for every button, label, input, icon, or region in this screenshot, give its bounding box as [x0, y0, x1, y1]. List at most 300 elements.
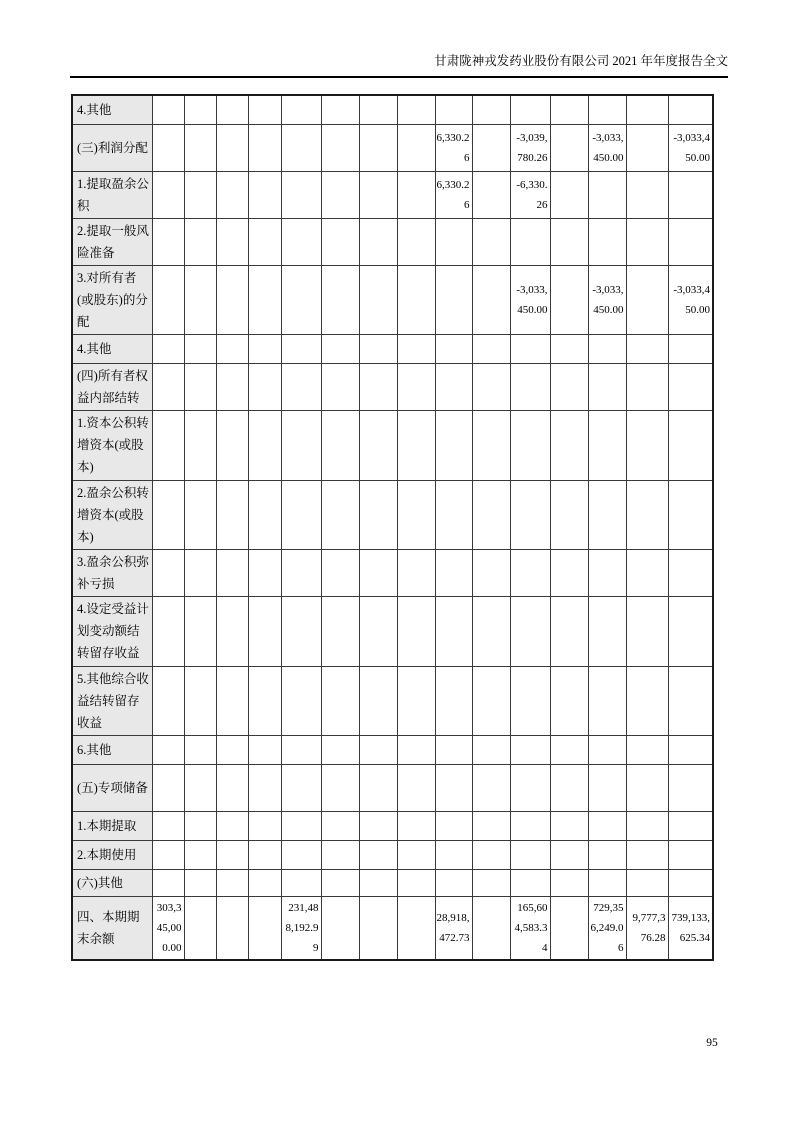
table-row	[72, 171, 713, 218]
value-cell	[321, 666, 359, 735]
value-cell	[152, 764, 184, 811]
value-cell	[435, 265, 472, 334]
value-cell	[472, 735, 510, 764]
value-cell	[397, 95, 435, 124]
value-cell	[588, 95, 626, 124]
value-cell	[435, 480, 472, 549]
value-cell	[472, 869, 510, 896]
value-cell	[626, 265, 668, 334]
value-cell	[626, 171, 668, 218]
value-cell	[152, 811, 184, 840]
value-cell	[588, 549, 626, 596]
value-cell	[359, 735, 397, 764]
value-cell	[184, 869, 216, 896]
table-row	[72, 764, 713, 811]
value-cell	[184, 596, 216, 666]
value-cell	[321, 549, 359, 596]
value-cell	[184, 334, 216, 363]
value-cell	[248, 218, 281, 265]
value-cell	[216, 596, 248, 666]
equity-table	[71, 94, 714, 961]
value-cell	[626, 410, 668, 480]
value-cell	[216, 218, 248, 265]
value-cell	[397, 666, 435, 735]
value-cell	[668, 95, 713, 124]
value-cell	[184, 735, 216, 764]
value-cell	[321, 95, 359, 124]
value-cell	[184, 480, 216, 549]
value-cell	[321, 840, 359, 869]
value-cell	[321, 869, 359, 896]
value-cell	[281, 363, 321, 410]
table-row	[72, 480, 713, 549]
value-cell	[152, 869, 184, 896]
value-cell	[510, 735, 550, 764]
table-row	[72, 549, 713, 596]
value-cell	[216, 549, 248, 596]
value-cell	[152, 334, 184, 363]
value-cell	[281, 869, 321, 896]
value-cell	[588, 363, 626, 410]
value-cell	[152, 95, 184, 124]
value-cell	[216, 265, 248, 334]
value-cell	[397, 896, 435, 960]
value-cell	[626, 869, 668, 896]
value-cell	[472, 410, 510, 480]
value-cell	[550, 363, 588, 410]
value-cell	[281, 334, 321, 363]
value-cell	[281, 171, 321, 218]
value-cell	[321, 764, 359, 811]
value-cell	[668, 334, 713, 363]
value-cell	[216, 764, 248, 811]
value-cell	[216, 124, 248, 171]
value-cell	[435, 218, 472, 265]
value-cell	[359, 171, 397, 218]
value-cell	[472, 265, 510, 334]
value-cell	[472, 666, 510, 735]
value-cell	[550, 410, 588, 480]
value-cell	[626, 549, 668, 596]
value-cell	[248, 735, 281, 764]
value-cell	[281, 735, 321, 764]
value-cell	[668, 596, 713, 666]
value-cell	[184, 549, 216, 596]
value-cell	[248, 549, 281, 596]
value-cell	[550, 596, 588, 666]
value-cell	[397, 811, 435, 840]
value-cell	[550, 811, 588, 840]
value-cell: 165,604,583.34	[510, 896, 550, 960]
table-row	[72, 410, 713, 480]
value-cell	[281, 410, 321, 480]
row-label: 4.其他	[72, 334, 152, 363]
value-cell	[248, 811, 281, 840]
value-cell	[550, 666, 588, 735]
value-cell	[510, 410, 550, 480]
value-cell	[152, 840, 184, 869]
value-cell	[359, 549, 397, 596]
value-cell	[359, 840, 397, 869]
value-cell	[216, 363, 248, 410]
value-cell	[588, 811, 626, 840]
table-row	[72, 869, 713, 896]
value-cell	[359, 666, 397, 735]
value-cell	[472, 124, 510, 171]
row-label: 四、本期期末余额	[72, 896, 152, 960]
value-cell	[472, 218, 510, 265]
table-row	[72, 334, 713, 363]
value-cell	[184, 171, 216, 218]
table-row	[72, 124, 713, 171]
value-cell	[281, 480, 321, 549]
value-cell	[588, 171, 626, 218]
value-cell	[216, 811, 248, 840]
value-cell	[510, 764, 550, 811]
value-cell	[397, 869, 435, 896]
value-cell	[184, 124, 216, 171]
row-label: 1.提取盈余公积	[72, 171, 152, 218]
value-cell	[152, 480, 184, 549]
value-cell	[668, 764, 713, 811]
value-cell	[216, 171, 248, 218]
value-cell	[510, 840, 550, 869]
value-cell	[510, 363, 550, 410]
value-cell	[321, 735, 359, 764]
table-row	[72, 840, 713, 869]
value-cell	[668, 410, 713, 480]
row-label: 5.其他综合收益结转留存收益	[72, 666, 152, 735]
value-cell	[435, 811, 472, 840]
value-cell	[359, 95, 397, 124]
row-label: 6.其他	[72, 735, 152, 764]
row-label: (六)其他	[72, 869, 152, 896]
value-cell	[359, 811, 397, 840]
row-label: 3.盈余公积弥补亏损	[72, 549, 152, 596]
value-cell	[359, 124, 397, 171]
value-cell	[152, 410, 184, 480]
value-cell	[435, 869, 472, 896]
value-cell	[472, 764, 510, 811]
value-cell	[435, 410, 472, 480]
row-label: 2.提取一般风险准备	[72, 218, 152, 265]
value-cell	[435, 666, 472, 735]
value-cell	[216, 869, 248, 896]
value-cell	[397, 363, 435, 410]
value-cell	[588, 480, 626, 549]
value-cell	[248, 840, 281, 869]
value-cell	[248, 334, 281, 363]
value-cell	[184, 840, 216, 869]
value-cell	[510, 596, 550, 666]
value-cell	[668, 869, 713, 896]
value-cell	[668, 171, 713, 218]
row-label: 4.设定受益计划变动额结转留存收益	[72, 596, 152, 666]
value-cell	[359, 363, 397, 410]
value-cell	[359, 265, 397, 334]
value-cell	[321, 811, 359, 840]
value-cell	[216, 896, 248, 960]
value-cell	[152, 549, 184, 596]
value-cell	[216, 95, 248, 124]
value-cell	[550, 764, 588, 811]
row-label: (五)专项储备	[72, 764, 152, 811]
value-cell	[216, 735, 248, 764]
value-cell	[321, 363, 359, 410]
value-cell	[184, 811, 216, 840]
value-cell: 6,330.26	[435, 171, 472, 218]
value-cell	[626, 363, 668, 410]
value-cell	[668, 735, 713, 764]
value-cell	[550, 840, 588, 869]
value-cell	[248, 896, 281, 960]
value-cell	[184, 363, 216, 410]
value-cell	[321, 334, 359, 363]
value-cell	[588, 840, 626, 869]
value-cell	[184, 218, 216, 265]
value-cell	[588, 666, 626, 735]
value-cell	[184, 896, 216, 960]
row-label: 2.本期使用	[72, 840, 152, 869]
value-cell	[550, 334, 588, 363]
table-row	[72, 666, 713, 735]
value-cell	[510, 549, 550, 596]
value-cell	[281, 596, 321, 666]
table-row	[72, 363, 713, 410]
value-cell	[281, 840, 321, 869]
value-cell	[668, 218, 713, 265]
value-cell	[668, 363, 713, 410]
row-label: 1.本期提取	[72, 811, 152, 840]
value-cell	[152, 735, 184, 764]
value-cell	[216, 410, 248, 480]
value-cell	[472, 363, 510, 410]
value-cell	[359, 218, 397, 265]
value-cell	[397, 334, 435, 363]
value-cell	[281, 218, 321, 265]
value-cell	[359, 410, 397, 480]
value-cell	[550, 735, 588, 764]
value-cell	[152, 124, 184, 171]
value-cell	[435, 735, 472, 764]
value-cell	[359, 764, 397, 811]
value-cell: 303,345,000.00	[152, 896, 184, 960]
value-cell	[281, 124, 321, 171]
value-cell	[588, 735, 626, 764]
value-cell	[550, 869, 588, 896]
value-cell	[397, 764, 435, 811]
value-cell	[248, 95, 281, 124]
value-cell	[435, 596, 472, 666]
table-row	[72, 735, 713, 764]
value-cell	[668, 549, 713, 596]
equity-table-body	[72, 95, 713, 960]
value-cell	[321, 124, 359, 171]
value-cell	[248, 410, 281, 480]
value-cell	[397, 171, 435, 218]
value-cell	[281, 811, 321, 840]
value-cell	[216, 334, 248, 363]
value-cell	[510, 218, 550, 265]
value-cell	[321, 171, 359, 218]
value-cell	[588, 869, 626, 896]
value-cell	[626, 334, 668, 363]
value-cell	[435, 95, 472, 124]
row-label: (三)利润分配	[72, 124, 152, 171]
value-cell	[321, 410, 359, 480]
value-cell	[281, 764, 321, 811]
value-cell	[472, 171, 510, 218]
value-cell: -3,033,450.00	[588, 265, 626, 334]
value-cell: -6,330.26	[510, 171, 550, 218]
value-cell	[550, 549, 588, 596]
value-cell	[321, 896, 359, 960]
value-cell	[435, 363, 472, 410]
value-cell	[550, 480, 588, 549]
value-cell	[626, 95, 668, 124]
value-cell	[472, 596, 510, 666]
value-cell	[510, 666, 550, 735]
value-cell	[435, 840, 472, 869]
value-cell	[626, 596, 668, 666]
value-cell: -3,033,450.00	[668, 265, 713, 334]
value-cell	[588, 596, 626, 666]
value-cell	[472, 480, 510, 549]
row-label: 3.对所有者(或股东)的分配	[72, 265, 152, 334]
value-cell	[321, 265, 359, 334]
value-cell	[248, 869, 281, 896]
value-cell	[550, 896, 588, 960]
value-cell	[248, 265, 281, 334]
value-cell	[152, 666, 184, 735]
value-cell	[668, 840, 713, 869]
value-cell	[248, 171, 281, 218]
value-cell: -3,033,450.00	[668, 124, 713, 171]
value-cell	[359, 896, 397, 960]
value-cell	[152, 265, 184, 334]
value-cell	[359, 480, 397, 549]
value-cell	[472, 811, 510, 840]
value-cell	[472, 840, 510, 869]
value-cell: -3,039,780.26	[510, 124, 550, 171]
value-cell	[216, 840, 248, 869]
value-cell: 6,330.26	[435, 124, 472, 171]
value-cell	[184, 95, 216, 124]
value-cell	[472, 334, 510, 363]
value-cell	[588, 764, 626, 811]
value-cell	[550, 265, 588, 334]
value-cell	[397, 480, 435, 549]
value-cell	[397, 735, 435, 764]
value-cell	[397, 218, 435, 265]
page-number: 95	[706, 1037, 718, 1049]
value-cell	[510, 480, 550, 549]
value-cell	[184, 764, 216, 811]
value-cell	[435, 764, 472, 811]
value-cell	[588, 410, 626, 480]
value-cell: -3,033,450.00	[510, 265, 550, 334]
value-cell	[550, 95, 588, 124]
value-cell	[397, 265, 435, 334]
report-header-title: 甘肃陇神戎发药业股份有限公司 2021 年年度报告全文	[434, 54, 728, 68]
table-row	[72, 596, 713, 666]
value-cell	[397, 596, 435, 666]
value-cell	[435, 334, 472, 363]
row-label: 2.盈余公积转增资本(或股本)	[72, 480, 152, 549]
value-cell	[397, 840, 435, 869]
value-cell	[397, 549, 435, 596]
value-cell	[626, 480, 668, 549]
value-cell	[359, 334, 397, 363]
value-cell	[668, 480, 713, 549]
row-label: 1.资本公积转增资本(或股本)	[72, 410, 152, 480]
header-rule	[70, 76, 728, 78]
value-cell	[152, 596, 184, 666]
table-row	[72, 896, 713, 960]
value-cell	[510, 811, 550, 840]
value-cell	[626, 666, 668, 735]
value-cell	[550, 218, 588, 265]
value-cell	[472, 95, 510, 124]
value-cell: 9,777,376.28	[626, 896, 668, 960]
value-cell	[626, 735, 668, 764]
table-row	[72, 218, 713, 265]
value-cell	[359, 596, 397, 666]
value-cell	[321, 596, 359, 666]
table-row	[72, 265, 713, 334]
value-cell	[435, 549, 472, 596]
table-row	[72, 811, 713, 840]
value-cell	[184, 265, 216, 334]
value-cell	[510, 95, 550, 124]
value-cell: -3,033,450.00	[588, 124, 626, 171]
row-label: (四)所有者权益内部结转	[72, 363, 152, 410]
value-cell	[152, 363, 184, 410]
value-cell	[510, 869, 550, 896]
value-cell	[248, 480, 281, 549]
value-cell	[248, 124, 281, 171]
value-cell	[248, 764, 281, 811]
value-cell	[152, 218, 184, 265]
value-cell	[281, 95, 321, 124]
value-cell	[281, 549, 321, 596]
value-cell	[216, 666, 248, 735]
value-cell: 729,356,249.06	[588, 896, 626, 960]
value-cell	[152, 171, 184, 218]
value-cell	[510, 334, 550, 363]
value-cell	[359, 869, 397, 896]
value-cell	[668, 666, 713, 735]
value-cell	[281, 666, 321, 735]
value-cell	[248, 596, 281, 666]
value-cell	[397, 410, 435, 480]
value-cell	[472, 896, 510, 960]
value-cell	[588, 334, 626, 363]
value-cell	[626, 840, 668, 869]
value-cell	[248, 363, 281, 410]
value-cell	[472, 549, 510, 596]
value-cell	[626, 124, 668, 171]
value-cell	[184, 410, 216, 480]
value-cell: 28,918,472.73	[435, 896, 472, 960]
value-cell	[626, 218, 668, 265]
value-cell	[397, 124, 435, 171]
value-cell	[626, 764, 668, 811]
value-cell	[668, 811, 713, 840]
value-cell	[216, 480, 248, 549]
value-cell	[184, 666, 216, 735]
value-cell	[550, 171, 588, 218]
